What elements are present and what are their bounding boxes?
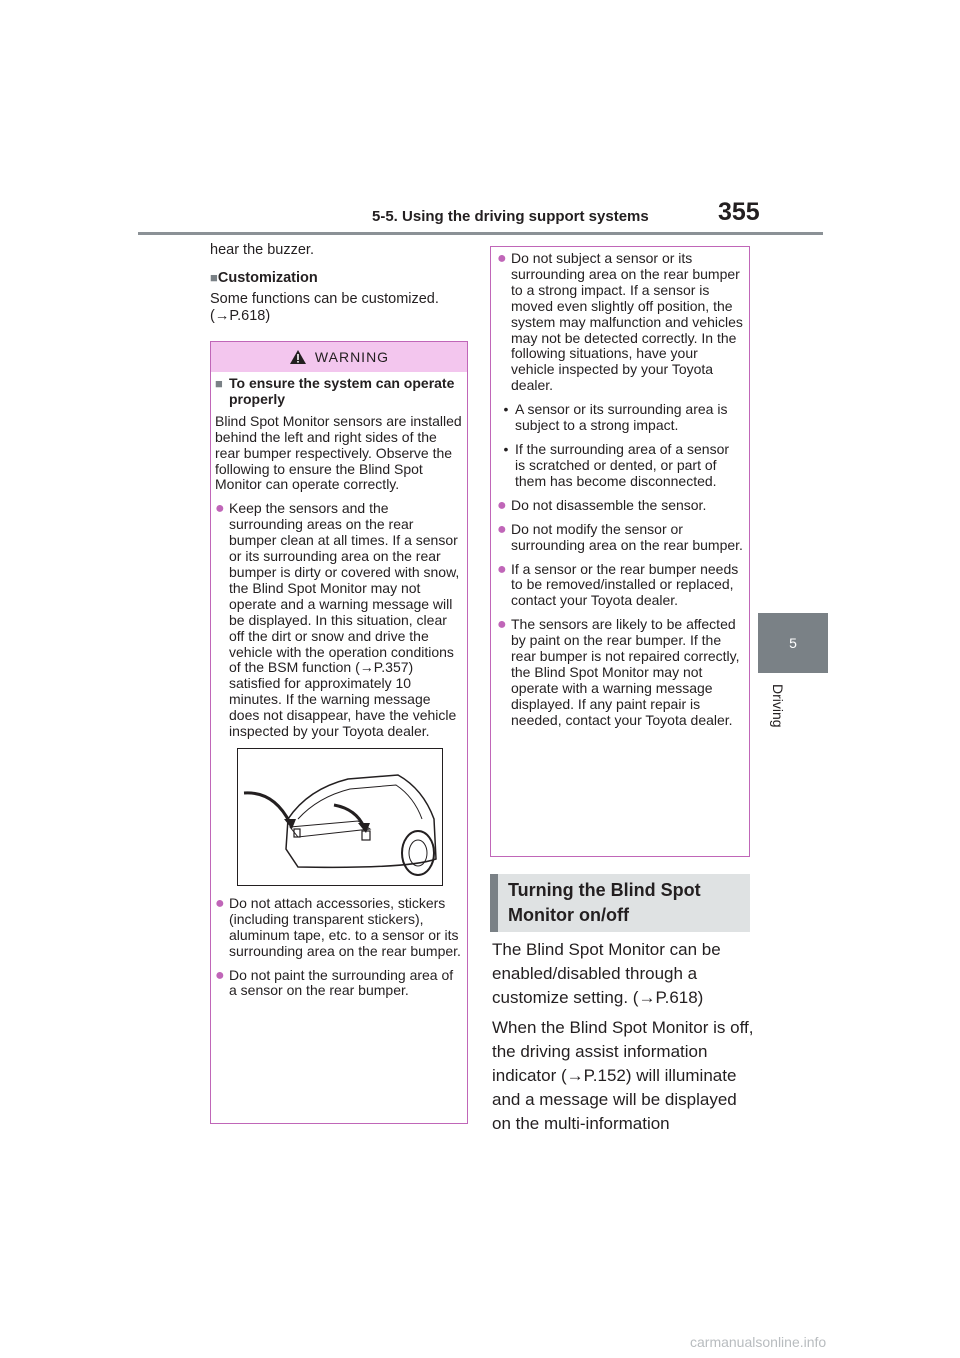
car-rear-illustration	[237, 748, 443, 886]
square-bullet-icon: ■	[210, 270, 218, 285]
list-item: ● Do not subject a sensor or its surrounding area on the rear bumper to a strong impact. If a sensor is moved even slightly off position, the system may malfunction and vehicles may not be detected correctly. In the following situations, have your vehicle inspected by your Toyota dealer.	[497, 250, 743, 394]
list-item: ● Do not disassemble the sensor.	[497, 496, 707, 514]
square-bullet-icon: ■	[215, 376, 223, 391]
warning-box	[210, 341, 468, 1124]
dash-item: • If the surrounding area of a sensor is scratched or dented, or part of them has become disconnected.	[503, 440, 730, 489]
customization-text: Some functions can be customized. (→P.618)	[210, 291, 439, 324]
header-divider	[138, 232, 823, 235]
warning-intro: Blind Spot Monitor sensors are installed behind the left and right sides of the rear bumper respectively. Observe the following to ensure the Blind Spot Monitor can operate correctly.	[215, 412, 462, 493]
customization-heading: ■Customization	[210, 270, 318, 286]
section-paragraph: The Blind Spot Monitor can be enabled/disabled through a customize setting. (→P.618)	[492, 940, 721, 1007]
dash-item: • A sensor or its surrounding area is subject to a strong impact.	[503, 401, 728, 434]
bullet-dot-icon: ●	[215, 966, 225, 984]
bullet-dot-icon: ●	[497, 520, 507, 538]
intro-text: hear the buzzer.	[210, 242, 314, 258]
bullet-dot-icon: ●	[497, 616, 507, 634]
page-number: 355	[718, 198, 760, 226]
warning-title: WARNING	[314, 349, 390, 365]
chapter-tab: 5	[758, 613, 828, 673]
list-item: ● Do not modify the sensor or surrounding area on the rear bumper.	[497, 520, 743, 553]
section-header: 5-5. Using the driving support systems	[372, 208, 649, 225]
warning-triangle-icon	[289, 349, 307, 365]
warning-header	[211, 342, 467, 372]
list-item: ● The sensors are likely to be affected by paint on the rear bumper. If the rear bumper is not repaired correctly, the Blind Spot Monitor may not operate with a warning message displayed. If any paint repair is needed, contact your Toyota dealer.	[497, 616, 740, 728]
list-item: ● Do not attach accessories, stickers (including transparent stickers), aluminum tape, etc. to a sensor or its surrounding area on the rear bumper.	[215, 894, 461, 959]
warning-subhead: ■ To ensure the system can operate properly	[215, 375, 455, 407]
left-intro	[210, 242, 472, 331]
bullet-dot-icon: ●	[215, 500, 225, 518]
list-item: ● If a sensor or the rear bumper needs to be removed/installed or replaced, contact your Toyota dealer.	[497, 560, 739, 609]
bullet-dot-icon: ●	[497, 496, 507, 514]
list-item: ● Do not paint the surrounding area of a sensor on the rear bumper.	[215, 966, 454, 999]
bullet-dot-icon: ●	[497, 250, 507, 267]
section-body	[492, 938, 754, 1142]
footer-watermark: carmanualsonline.info	[690, 1334, 827, 1350]
section-heading: Turning the Blind Spot Monitor on/off	[490, 874, 750, 932]
bullet-dot-icon: ●	[215, 894, 225, 912]
warning-box-continued	[490, 246, 750, 857]
chapter-label: Driving	[770, 684, 786, 728]
section-paragraph: When the Blind Spot Monitor is off, the driving assist information indicator (→P.152) will illuminate and a message will be displayed on the multi-information	[492, 1018, 754, 1133]
list-item: ● Keep the sensors and the surrounding areas on the rear bumper clean at all times. If a sensor or its surrounding area on the rear bumper is dirty or covered with snow, the Blind Spot Monitor may not operate and a warning message will be displayed. In this situation, clear off the dirt or snow and drive the vehicle with the operation conditions of the BSM function (→P.357) satisfied for approximately 10 minutes. If the warning message does not disappear, have the vehicle inspected by your Toyota dealer.	[215, 500, 460, 740]
bullet-dot-icon: ●	[497, 560, 507, 578]
